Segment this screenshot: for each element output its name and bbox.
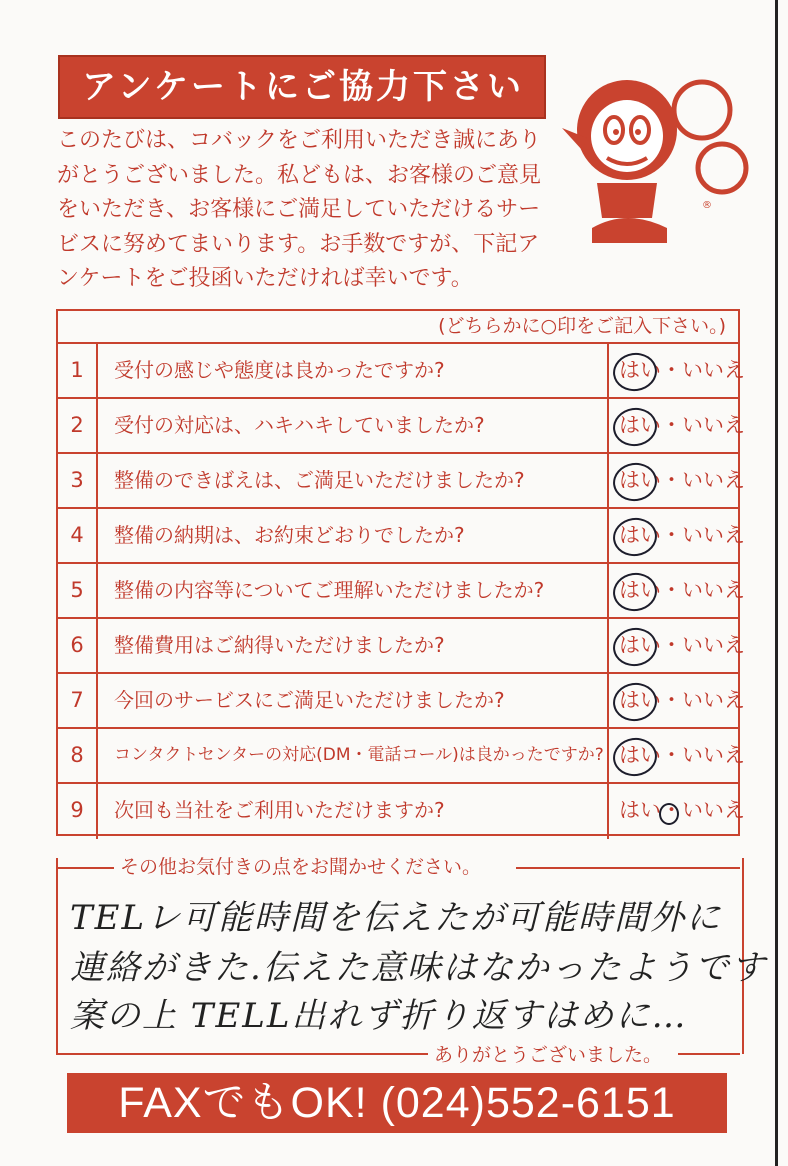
title-banner <box>58 55 546 119</box>
question-text: 次回も当社をご利用いただけますか? <box>114 798 445 822</box>
divider <box>56 1053 428 1055</box>
survey-instruction: (どちらかに○印をご記入下さい。) <box>58 311 738 344</box>
question-number: 4 <box>58 509 98 562</box>
answer-choice[interactable] <box>607 784 745 839</box>
question-number: 3 <box>58 454 98 507</box>
handwritten-comment-line: 案の上 TELL出れず折り返すはめに… <box>70 996 688 1036</box>
question-number: 1 <box>58 344 98 397</box>
thanks-text: ありがとうございました。 <box>434 1044 663 1066</box>
answer-choice[interactable] <box>607 729 745 782</box>
answer-choice[interactable] <box>607 344 745 397</box>
fax-banner: FAXでもOK! (024)552-6151 <box>67 1073 727 1133</box>
question-text: 受付の感じや態度は良かったですか? <box>114 358 445 382</box>
page-title: アンケートにご協力下さい <box>82 67 524 107</box>
question-row <box>58 729 745 784</box>
answer-options: はい・いいえ <box>619 523 745 547</box>
question-row <box>58 399 745 454</box>
question-text: 整備費用はご納得いただけましたか? <box>114 633 445 657</box>
handwritten-circle-yes <box>659 803 679 825</box>
question-text: 整備のできばえは、ご満足いただけましたか? <box>114 468 525 492</box>
question-row <box>58 564 745 619</box>
handwritten-circle-yes <box>611 735 660 779</box>
question-row <box>58 674 745 729</box>
question-number: 5 <box>58 564 98 617</box>
question-number: 7 <box>58 674 98 727</box>
question-text: 整備の内容等についてご理解いただけましたか? <box>114 578 545 602</box>
question-text: 受付の対応は、ハキハキしていましたか? <box>114 413 485 437</box>
comment-label: その他お気付きの点をお聞かせください。 <box>120 856 482 878</box>
answer-choice[interactable] <box>607 674 745 727</box>
handwritten-circle-yes <box>611 350 660 394</box>
handwritten-circle-yes <box>611 515 660 559</box>
intro-text: このたびは、コバックをご利用いただき誠にありがとうございました。私どもは、お客様のご意見をいただき、お客様にご満足していただけるサービスに努めてまいります。お手数ですが、下記アンケートをご投函いただければ幸いです。 <box>57 128 542 291</box>
answer-options: はい・いいえ <box>619 688 745 712</box>
answer-options: はい・いいえ <box>619 633 745 657</box>
answer-choice[interactable] <box>607 564 745 617</box>
handwritten-comment-line: TELレ可能時間を伝えたが可能時間外に <box>70 898 723 938</box>
registered-mark: ® <box>702 200 712 211</box>
survey-table <box>56 309 745 836</box>
handwritten-circle-yes <box>611 680 660 724</box>
handwritten-circle-yes <box>611 625 660 669</box>
question-row <box>58 454 745 509</box>
question-number: 2 <box>58 399 98 452</box>
question-text: コンタクトセンターの対応(DM・電話コール)は良かったですか? <box>114 745 604 765</box>
answer-options: はい・いいえ <box>619 798 745 822</box>
handwritten-circle-yes <box>611 460 660 504</box>
mascot-character-icon <box>552 58 752 258</box>
handwritten-comment-line: 連絡がきた.伝えた意味はなかったようです <box>70 948 767 988</box>
answer-choice[interactable] <box>607 399 745 452</box>
question-row <box>58 619 745 674</box>
question-number: 9 <box>58 784 98 839</box>
answer-choice[interactable] <box>607 619 745 672</box>
answer-options: はい・いいえ <box>619 468 745 492</box>
question-text: 今回のサービスにご満足いただけましたか? <box>114 688 505 712</box>
divider <box>516 867 740 869</box>
handwritten-circle-yes <box>611 570 660 614</box>
answer-options: はい・いいえ <box>619 743 745 767</box>
handwritten-circle-yes <box>611 405 660 449</box>
question-row <box>58 509 745 564</box>
question-text: 整備の納期は、お約束どおりでしたか? <box>114 523 465 547</box>
answer-choice[interactable] <box>607 509 745 562</box>
divider <box>678 1053 740 1055</box>
answer-options: はい・いいえ <box>619 358 745 382</box>
question-number: 6 <box>58 619 98 672</box>
answer-choice[interactable] <box>607 454 745 507</box>
answer-options: はい・いいえ <box>619 413 745 437</box>
divider <box>56 867 114 869</box>
question-row <box>58 784 745 839</box>
answer-options: はい・いいえ <box>619 578 745 602</box>
question-number: 8 <box>58 729 98 782</box>
question-row <box>58 344 745 399</box>
